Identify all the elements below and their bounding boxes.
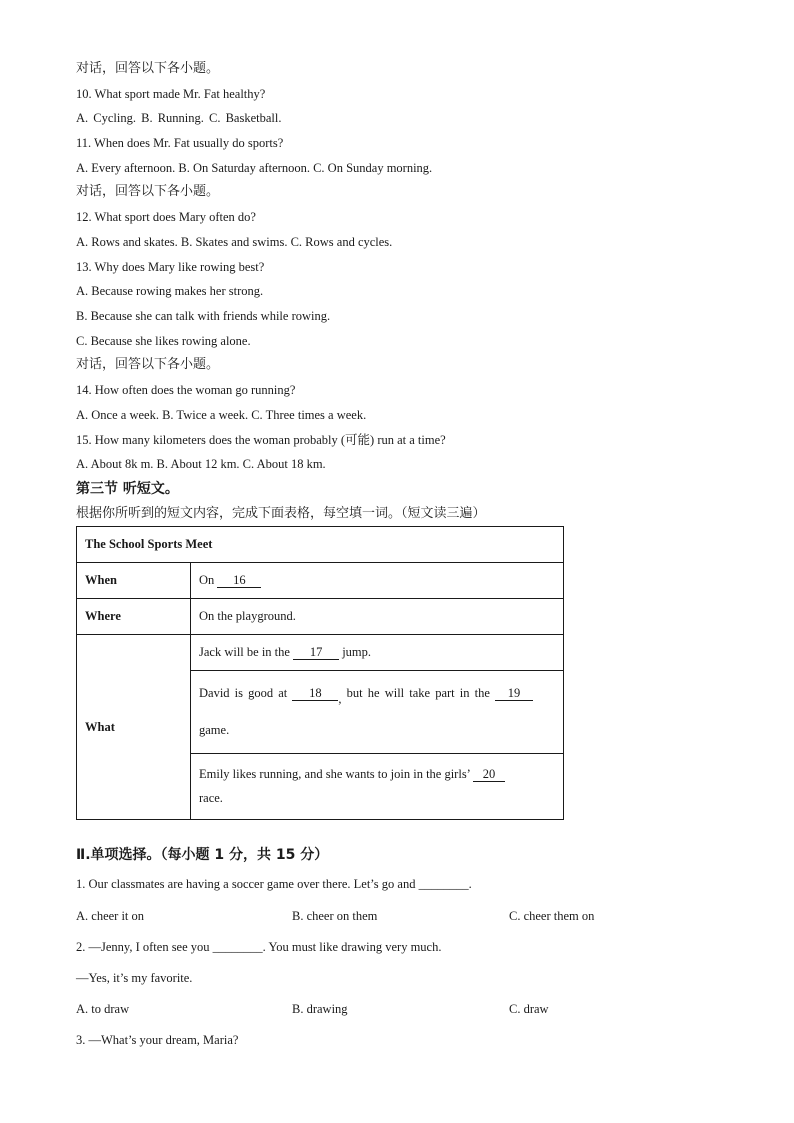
blank-18[interactable]: 18 [292, 687, 338, 701]
question-2-option-a: A. to draw [76, 1002, 130, 1016]
david-prefix: David is good at [199, 686, 288, 700]
question-2-option-c: C. draw [509, 1002, 549, 1016]
question-1-option-c: C. cheer them on [509, 909, 595, 923]
question-13: 13. Why does Mary like rowing best? [76, 260, 265, 274]
where-label: Where [77, 599, 191, 635]
question-13-option-a: A. Because rowing makes her strong. [76, 284, 264, 298]
question-10-options: A. Cycling. B. Running. C. Basketball. [76, 111, 282, 125]
question-14-options: A. Once a week. B. Twice a week. C. Three times a week. [76, 408, 367, 422]
when-cell [191, 563, 564, 599]
blank-17[interactable]: 17 [293, 646, 339, 660]
blank-19[interactable]: 19 [495, 687, 533, 701]
jack-cell [191, 635, 564, 671]
david-middle: but he will take part in the [346, 686, 490, 700]
question-15-options: A. About 8k m. B. About 12 km. C. About 18 km. [76, 457, 326, 471]
question-2-reply: —Yes, it’s my favorite. [76, 971, 193, 985]
when-prefix: On [199, 573, 215, 587]
emily-line2: race. [199, 791, 223, 805]
table-row [77, 563, 564, 599]
what-label: What [77, 635, 191, 820]
question-11: 11. When does Mr. Fat usually do sports? [76, 136, 284, 150]
table-row [77, 527, 564, 563]
question-12-options: A. Rows and skates. B. Skates and swims. C. Rows and cycles. [76, 235, 393, 249]
david-line2: game. [199, 723, 230, 737]
section-3-instruction: 根据你所听到的短文内容，完成下面表格，每空填一词。（短文读三遍） [76, 506, 486, 521]
dialogue-intro: 对话，回答以下各小题。 [76, 61, 220, 76]
table-row [77, 599, 564, 635]
question-1-option-b: B. cheer on them [292, 909, 378, 923]
blank-20[interactable]: 20 [473, 768, 505, 782]
blank-16[interactable]: 16 [217, 574, 261, 588]
david-comma: , [338, 692, 342, 706]
question-1: 1. Our classmates are having a soccer game over there. Let’s go and ________. [76, 877, 472, 891]
question-12: 12. What sport does Mary often do? [76, 210, 256, 224]
dialogue-intro: 对话，回答以下各小题。 [76, 184, 220, 199]
question-2-option-b: B. drawing [292, 1002, 348, 1016]
david-cell [191, 671, 564, 754]
question-2: 2. —Jenny, I often see you ________. You must like drawing very much. [76, 940, 442, 954]
question-13-option-b: B. Because she can talk with friends while rowing. [76, 309, 331, 323]
section-3-heading: 第三节 听短文。 [76, 481, 179, 497]
question-15: 15. How many kilometers does the woman probably (可能) run at a time? [76, 433, 446, 447]
question-3: 3. —What’s your dream, Maria? [76, 1033, 239, 1047]
sports-meet-table [76, 526, 564, 820]
emily-prefix: Emily likes running, and she wants to join in the girls’ [199, 767, 470, 781]
where-value: On the playground. [191, 599, 564, 635]
table-row [77, 635, 564, 671]
question-14: 14. How often does the woman go running? [76, 383, 296, 397]
question-11-options: A. Every afternoon. B. On Saturday afternoon. C. On Sunday morning. [76, 161, 433, 175]
part-2-heading: Ⅱ.单项选择。（每小题 1 分，共 15 分） [76, 847, 329, 863]
dialogue-intro: 对话，回答以下各小题。 [76, 357, 220, 372]
when-label: When [77, 563, 191, 599]
question-13-option-c: C. Because she likes rowing alone. [76, 334, 251, 348]
jack-suffix: jump. [342, 645, 372, 659]
emily-cell [191, 754, 564, 820]
table-title: The School Sports Meet [77, 527, 564, 563]
question-1-option-a: A. cheer it on [76, 909, 145, 923]
jack-prefix: Jack will be in the [199, 645, 290, 659]
question-10: 10. What sport made Mr. Fat healthy? [76, 87, 266, 101]
